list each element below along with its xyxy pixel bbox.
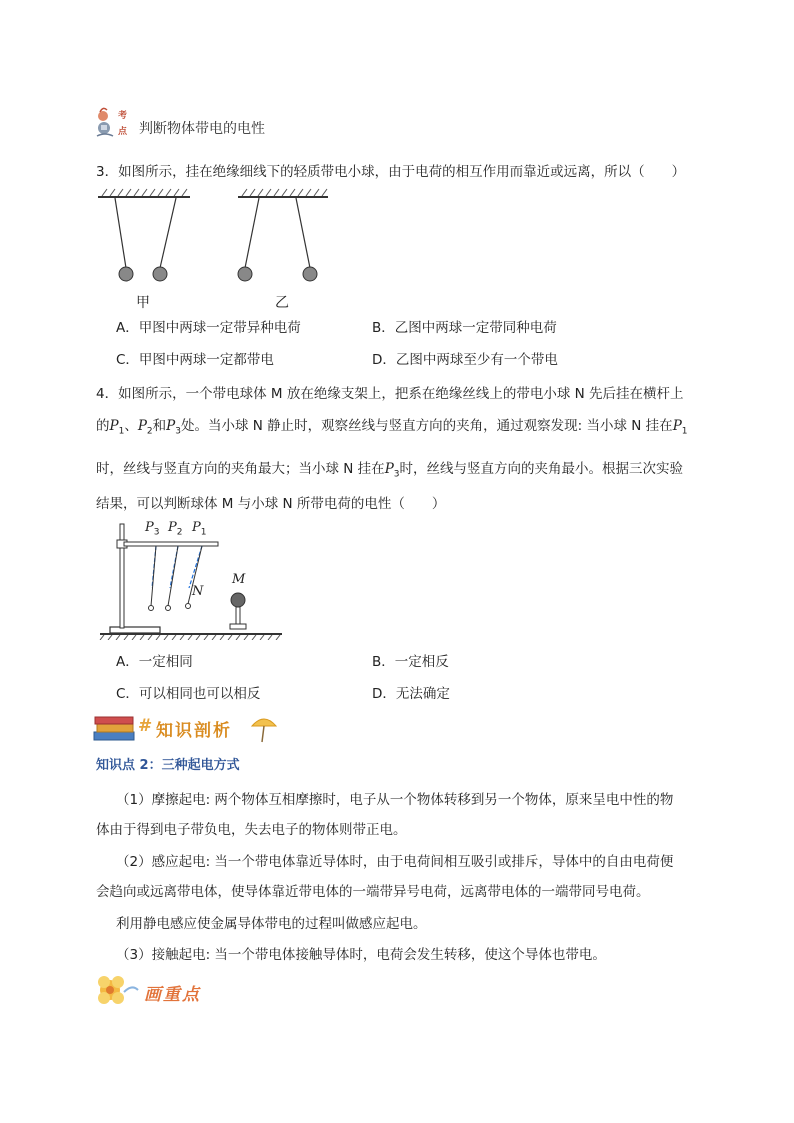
q4-line3-post: 时，丝线与竖直方向的夹角最小。根据三次实验 xyxy=(399,461,684,477)
p1-end-symbol: P xyxy=(672,418,682,434)
topic-badge-icon xyxy=(92,106,136,140)
ceiling-a xyxy=(98,189,190,197)
q3-option-b[interactable]: B．乙图中两球一定带同种电荷 xyxy=(372,320,557,336)
q3-stem: 3．如图所示，挂在绝缘细线下的轻质带电小球，由于电荷的相互作用而靠近或远离，所以（ ） xyxy=(96,164,686,180)
q4-line1: 4．如图所示，一个带电球体 M 放在绝缘支架上，把系在绝缘丝线上的带电小球 N 先后挂在横杆上 xyxy=(96,386,684,402)
knowledge-hash: # xyxy=(138,716,155,736)
topic-badge-bottom: 点 xyxy=(118,127,128,137)
p2-sub: 2 xyxy=(146,426,153,437)
kp2-p1-line1: （1）摩擦起电: 两个物体互相摩擦时，电子从一个物体转移到另一个物体，原来呈电中性的物 xyxy=(116,792,674,808)
q4-line3-pre: 时，丝线与竖直方向的夹角最大；当小球 N 挂在 xyxy=(96,461,385,477)
q4-line2-pre: 的 xyxy=(96,418,110,434)
q4-figure-svg xyxy=(96,518,286,640)
q4-option-c[interactable]: C．可以相同也可以相反 xyxy=(116,686,261,702)
q3-figure xyxy=(96,186,346,316)
q3-option-d[interactable]: D．乙图中两球至少有一个带电 xyxy=(372,352,558,368)
thread-b1 xyxy=(245,198,259,268)
p3-mid-symbol: P xyxy=(384,461,394,477)
fig-p1-label: $P_1$ xyxy=(192,520,207,538)
topic-badge-top: 考 xyxy=(118,111,128,121)
p1-end-sub: 1 xyxy=(681,426,688,437)
ball-a2 xyxy=(153,267,167,281)
topic-badge xyxy=(92,106,136,140)
q4-line2 xyxy=(96,416,688,442)
fig-p2-label: $P_2$ xyxy=(168,520,183,538)
highlight-banner xyxy=(94,972,234,1008)
p1-sub: 1 xyxy=(118,426,125,437)
q4-sep2: 和 xyxy=(152,418,167,434)
q4-line2-post: 处。当小球 N 静止时，观察丝线与竖直方向的夹角，通过观察发现: 当小球 N 挂在 xyxy=(180,418,673,434)
thread-a1 xyxy=(115,198,126,268)
p1-symbol: P xyxy=(109,418,119,434)
thread-b2 xyxy=(296,198,310,268)
knowledge-banner-text: 知识剖析 xyxy=(156,721,232,741)
q4-option-a[interactable]: A．一定相同 xyxy=(116,654,193,670)
ceiling-b xyxy=(238,189,328,197)
q4-line4: 结果，可以判断球体 M 与小球 N 所带电荷的电性（ ） xyxy=(96,496,446,512)
kp2-p3-line1: （3）接触起电: 当一个带电体接触导体时，电荷会发生转移，使这个导体也带电。 xyxy=(116,947,606,963)
q4-figure xyxy=(96,518,286,640)
q4-option-b[interactable]: B．一定相反 xyxy=(372,654,449,670)
fig-m-label: M xyxy=(232,572,246,587)
topic-title: 判断物体带电的电性 xyxy=(139,121,265,137)
thread-a2 xyxy=(160,198,176,268)
p3-mid-sub: 3 xyxy=(393,469,400,480)
kp2-p1-line2: 体由于得到电子带负电，失去电子的物体则带正电。 xyxy=(96,822,407,838)
kp2-p2-line3: 利用静电感应使金属导体带电的过程叫做感应起电。 xyxy=(116,916,427,932)
knowledge-banner xyxy=(92,712,292,744)
ball-a1 xyxy=(119,267,133,281)
p3-sub: 3 xyxy=(175,426,181,437)
highlight-banner-text: 画重点 xyxy=(144,985,201,1005)
q4-option-d[interactable]: D．无法确定 xyxy=(372,686,450,702)
kp2-p2-line2: 会趋向或远离带电体，使导体靠近带电体的一端带异号电荷，远离带电体的一端带同号电荷。 xyxy=(96,884,650,900)
fig-p3-label: $P_3$ xyxy=(145,520,160,538)
kp2-title: 知识点 2：三种起电方式 xyxy=(96,758,240,773)
p2-symbol: P xyxy=(137,418,147,434)
q3-fig-label-a: 甲 xyxy=(136,295,150,311)
q4-line3 xyxy=(96,459,683,485)
q3-fig-label-b: 乙 xyxy=(275,295,289,311)
ball-b2 xyxy=(303,267,317,281)
kp2-p2-line1: （2）感应起电: 当一个带电体靠近导体时，由于电荷间相互吸引或排斥，导体中的自由电荷便 xyxy=(116,854,674,870)
q3-option-a[interactable]: A．甲图中两球一定带异种电荷 xyxy=(116,320,301,336)
q4-sep1: 、 xyxy=(124,418,138,434)
q3-option-c[interactable]: C．甲图中两球一定都带电 xyxy=(116,352,274,368)
p3-symbol: P xyxy=(166,418,176,434)
ball-b1 xyxy=(238,267,252,281)
fig-n-label: N xyxy=(192,584,204,599)
q3-figure-svg xyxy=(96,186,346,316)
